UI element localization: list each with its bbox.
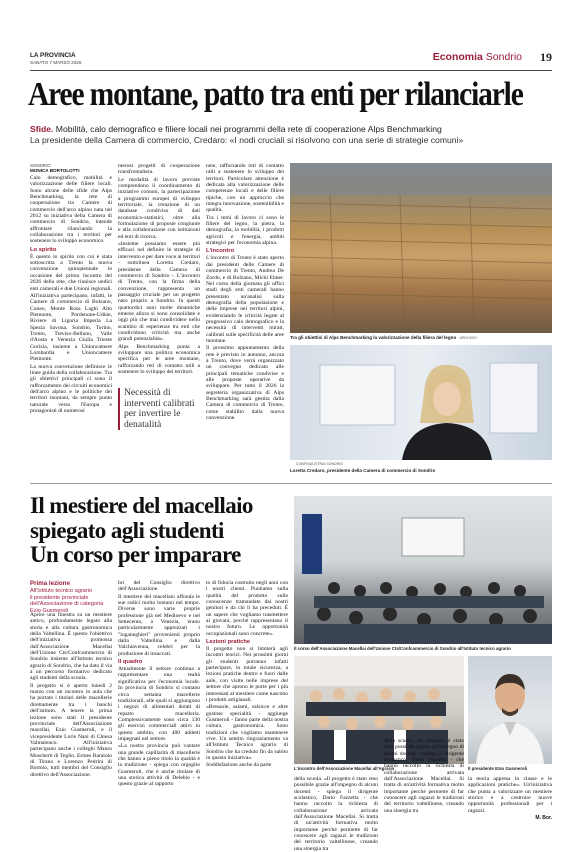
article1-deck-line1: Mobilità, calo demografico e filiere locali nei programmi della rete di cooperazione Alps Benchmarking	[55, 124, 442, 134]
lead-line: dell'Associazione di categoria	[30, 601, 104, 608]
article2-headline-line3: Un corso per imparare	[30, 542, 241, 567]
article1-paragraph: Alps Benchmarking punta a sviluppare una politica economica specifica per le aree montane, rafforzando reti di contatto utili a sostenere lo sviluppo dei territori.	[118, 343, 200, 375]
article1-deck-line2: La presidente della Camera di commercio, Credaro: «I nodi cruciali si risolvono con una serie di strategie comuni»	[30, 135, 464, 145]
article2-headline	[30, 494, 300, 568]
classroom-photo	[294, 496, 552, 644]
portrait-icon	[290, 345, 552, 460]
article1-paragraph: merosi progetti di cooperazione transfrontaliera.	[118, 163, 200, 176]
lead-line: All'Istituto tecnico agrario	[30, 588, 93, 594]
section-label	[433, 51, 522, 63]
timber-photo-caption: Tra gli obiettivi di Alps Benchmarking la valorizzazione della filiera del legno ARCHIVIO	[290, 335, 477, 340]
page-number: 19	[540, 50, 552, 64]
article1-headline: Aree montane, patto tra enti per rilanciarle	[28, 76, 523, 113]
masthead	[30, 50, 552, 72]
credaro-photo	[290, 345, 552, 460]
gusmeroli-photo	[468, 656, 552, 764]
article1-paragraph: All'iniziativa partecipano, infatti, le Camere di commercio di Bolzano, Cuneo, Monte Rosa Laghi Alto Piemonte, Pordenone-Udine, Riviere di Liguria Imperia La Spezia Savona, Sondrio, Torino, Trento, Treviso-Belluno, Valle d'Aosta e Venezia Giulia Trieste Gorizia, insieme a Unioncamere Lombardia e Unioncamere Piemonte.	[30, 292, 112, 363]
section-heading: Il quadro	[118, 659, 143, 666]
lead-title: Prima lezione	[30, 580, 70, 587]
article1-column-3	[206, 163, 284, 422]
article1-column-1	[30, 163, 112, 415]
section-place: Sondrio	[485, 51, 522, 63]
article2-column-6	[468, 776, 552, 821]
article2-paragraph: to di fiducia costruito negli anni con i nostri clienti. Puntiamo sulla qualità del prodotto sulle conoscenze tramandate dai nostri genitori e da chi li ha preceduti. È un sapere che vogliamo trasmettere ai giovani, perché rappresentano il nostro futuro. Le opportunità occupazionali sono concrete».	[206, 580, 288, 637]
article2-paragraph: Il mestiere del macellaio affonda le sue radici molto lontano nel tempo. Diverse sono varie proprie professione già nel Medioevo e nel Settecento, a Venezia, erano particolarmente apprezzati i "luganeghieri" provenienti proprio dalla Valtellina e dalla Valchiavenna, celebri per la produzione di insaccati.	[118, 593, 200, 657]
section-heading: L'incontro	[206, 248, 235, 255]
article2-paragraph: Aprire una finestra su un mestiere antico, profondamente legato alla storia e alla cultura gastronomica della Valtellina. È questo l'obiettivo dell'iniziativa promossa dall'Associazione Macellai dell'Unione Cts/Confcommercio di Sondrio insieme all'Istituto tecnico agrario di Sondrio, che ha dato il via a un percorso formativo dedicato agli studenti della scuola.	[30, 612, 112, 682]
article2-column-1	[30, 612, 112, 779]
article2-paragraph: «Bresaole, salami, salsicce e altre gustose specialità - aggiunge Gusmeroli - fanno parte della nostra cultura gastronomica. Sono tradizioni che vogliamo mantenere vive. Un sentito ringraziamento va all'Istituto Tecnico agrario di Sondrio che ha creduto fin da subito in questa iniziativa».	[206, 704, 288, 761]
credaro-photo-caption: Loretta Credaro, presidente della Camera di commercio di Sondrio	[290, 468, 436, 473]
signature: M. Bor.	[535, 815, 552, 822]
article2-column-5	[384, 738, 464, 815]
article2-paragraph: «La nostra provincia può vantare una grande capillarità di macellerie che hanno a pieno titolo la qualità e la tradizione - spiega con orgoglio Gusmeroli, che è anche titolare di una storica attività di Delebio - e questo grazie al rapporto	[118, 743, 200, 788]
article1-paragraph: Calo demografico, mobilità e valorizzazione delle filiere locali. Sono alcune delle sfide che Alps Benchmarking, la rete di cooperazione tra Camere di commercio dell'arco alpino nata nel 2012 su iniziativa della Camera di commercio di Sondrio, intende affrontare rilanciando la collaborazione tra i territori per sostenere lo sviluppo economico.	[30, 175, 112, 245]
timber-stack-icon	[290, 163, 552, 333]
timber-photo	[290, 163, 552, 333]
article2-paragraph: della scuola. «Il progetto è stato reso possibile grazie all'impegno di alcuni docenti - spiega il dirigente scolastico, Dario Fazzetta - che hanno raccolto la richiesta di collaborazione arrivata dall'Associazione Macellai. Si tratta di un'attività formativa molto importante perché permette di far conoscere agli ragazzi le tradizioni del territorio valtellinese, creando una sinergia tra	[384, 738, 464, 814]
article1-paragraph: Il prossimo appuntamento della rete è previsto in autunno, ancora a Trento, dove verrà organizzato un convegno dedicato alle principali tematiche condivise e alle proposte operative da sviluppare. Per tutto il 2026 la segreteria organizzativa di Alps Benchmarking sarà gestita dalla Camera di commercio di Trento, come stabilito dalla nuova convenzione.	[206, 345, 284, 422]
article-divider	[30, 483, 552, 484]
article2-paragraph: della scuola. «Il progetto è stato reso possibile grazie all'impegno di alcuni docenti - spiega il dirigente scolastico, Dario Fazzetta - che hanno raccolto la richiesta di collaborazione arrivata dall'Associazione Macellai. Si tratta di un'attività formativa molto importante perché permette di far conoscere agli ragazzi le tradizioni del territorio valtellinese, creando una sinergia tra	[294, 776, 378, 852]
classroom-scene-icon	[294, 496, 552, 644]
photo-credit: ARCHIVIO	[459, 336, 477, 340]
classroom-photo-caption: Il corso dell'Associazione Macellai dell'Unione Cts/Confcommercio di Sondrio all'Istituto tecnico agrario	[294, 646, 511, 651]
article2-paragraph: Soddisfazione anche da parte	[206, 762, 272, 769]
article1-paragraph: Le modalità di lavoro previste comprendono il coordinamento di iniziative comuni, la partecipazione a programmi europei di sviluppo territoriale, la creazione di un database condiviso di dati economico-statistici, oltre alla formulazione di proposte congiunte e alla collaborazione con istituzioni ed enti di ricerca.	[118, 176, 200, 240]
issue-date: SABATO 7 MARZO 2026	[30, 60, 82, 65]
article2-column-2	[118, 580, 200, 789]
article1-kicker: Sfide.	[30, 124, 54, 134]
article2-headline-line1: Il mestiere del macellaio	[30, 493, 253, 518]
article1-paragraph: «Insieme possiamo essere più efficaci nel definire le strategie di intervento e per dare voce ai territori - sottolinea Loretta Credaro, presidente della Camera di commercio di Sondrio -. L'incontro di Trento, con la firma della convenzione, rappresenta un passaggio cruciale per un progetto nato proprio a Sondrio. In questi quattordici anni molte dinamiche emerse allora si sono consolidate e oggi più che mai condividere nello scambio di esperienze tra enti che condividono criticità ma anche grandi potenzialità».	[118, 241, 200, 343]
portrait-icon	[468, 656, 552, 764]
article1-paragraph: L'incontro di Trento è stato aperto dai presidenti delle Camere di commercio di Trento, Andrea De Zordo, e di Bolzano, Michl Ebner. Nel corso della giornata gli uffici studi degli enti camerali hanno presentato un'analisi sulla demografia della popolazione e delle imprese nei territori alpini, evidenziando le criticità legate al progressivo calo demografico e la necessità di interventi mirati, calibrati sulle specificità delle aree montane.	[206, 255, 284, 344]
paper-name: LA PROVINCIA	[30, 52, 76, 59]
article2-paragraph: Attualmente il settore continua a rappresentare una realtà significativa per l'economia locale. In provincia di Sondrio si contano circa settanta macellerie tradizionali, alle quali si aggiungono i negozi di alimentari dotati di reparto macelleria. Complessivamente sono circa 130 gli esercizi commerciali attivi in questo ambito, con 400 addetti impegnati nel settore.	[118, 666, 200, 742]
lead-line: il presidente provinciale	[30, 594, 89, 601]
pull-quote	[118, 388, 200, 430]
article1-paragraph: È questo lo spirito con cui è stata sottoscritta a Trento la nuova convenzione quinquennale in occasione del primo incontro del 2026 della rete, che riunisce undici enti camerali e due Unioni regionali.	[30, 253, 113, 292]
article1-paragraph: Tra i temi di lavoro ci sono le filiere del legno, la pietra, la demografia, la mobilità, i prodotti agricoli e l'energia, ambiti strategici per l'economia alpina.	[206, 214, 284, 247]
section-heading: Lo spirito	[30, 246, 57, 253]
section-heading: Lezioni pratiche	[206, 639, 251, 646]
dateline: SONDRIO	[30, 163, 51, 168]
article1-column-2	[118, 163, 200, 375]
article1-paragraph: La nuova convenzione definisce le linee guida della collaborazione. Tra gli obiettivi principali ci sono il rafforzamento dei circuiti economici dell'arco alpino e le politiche dei territori montani, da sempre punto naturale verso l'Europa e protagonisti di numerosi	[30, 363, 112, 415]
article2-paragraph: bri del Consiglio direttivo dell'Associazione.	[118, 580, 200, 593]
article2-headline-line2: spiegato agli studenti	[30, 517, 224, 543]
photo-credit: CONFINDUSTRIA SONDRIO	[296, 462, 344, 466]
article2-paragraph: Il progetto non si limiterà agli incontri teorici. Nei prossimi giorni gli studenti potranno infatti partecipare, in totale sicurezza, a lezioni pratiche dentro e fuori dalle aule, con visite nelle imprese del settore che aprono le porte per i più interessati al mestiere come nascono i prodotti artigianali.	[206, 646, 288, 703]
article1-deck	[30, 124, 552, 146]
article2-column-4	[294, 776, 378, 852]
lead-line: Ezio Gusmeroli	[30, 607, 68, 614]
article2-paragraph: Il progetto si è aperto lunedì 2 marzo con un incontro in aula che ha portato i titolari delle macellerie direttamente tra i banchi dell'istituto. A tenere la prima lezione sono stati il presidente provinciale dell'Associazione macellai, Ezio Gusmeroli, e il vicepresidente Loris Nani di Chiesa Valmalenco. All'iniziativa partecipano anche i colleghi Mauro Moscherti di Teglio, Ermes Baraiolo di Tirano e Lorenzo Pedrini di Bormio, tutti membri del Consiglio direttivo dell'Associazione.	[30, 682, 112, 778]
article2-column-3	[206, 580, 288, 770]
pull-quote-text: Necessità di interventi calibrati per invertire le denatalità	[124, 387, 195, 430]
section-name: Economia	[432, 51, 483, 63]
article1-paragraph: tane, rafforzando reti di contatto utili a sostenere lo sviluppo dei territori. Particolare attenzione è dedicata alla valorizzazione delle competenze locali e delle filiere tipiche, con un approccio che integra innovazione, sostenibilità e qualità.	[206, 163, 284, 214]
group-photo-caption: L'incontro dell'Associazione Macellai all'Agrario	[294, 766, 395, 771]
gusmeroli-photo-caption: Il presidente Ezio Gusmeroli	[468, 766, 528, 771]
article2-paragraph: la teoria appresa in classe e le applicazioni pratiche». Un'iniziativa che punta a valorizzare un mestiere storico e a costruire nuove opportunità professionali per i ragazzi.	[468, 776, 552, 814]
article2-lead	[30, 580, 112, 614]
masthead-rule	[30, 70, 552, 71]
byline: MONICA BORTOLOTTI	[30, 168, 80, 173]
